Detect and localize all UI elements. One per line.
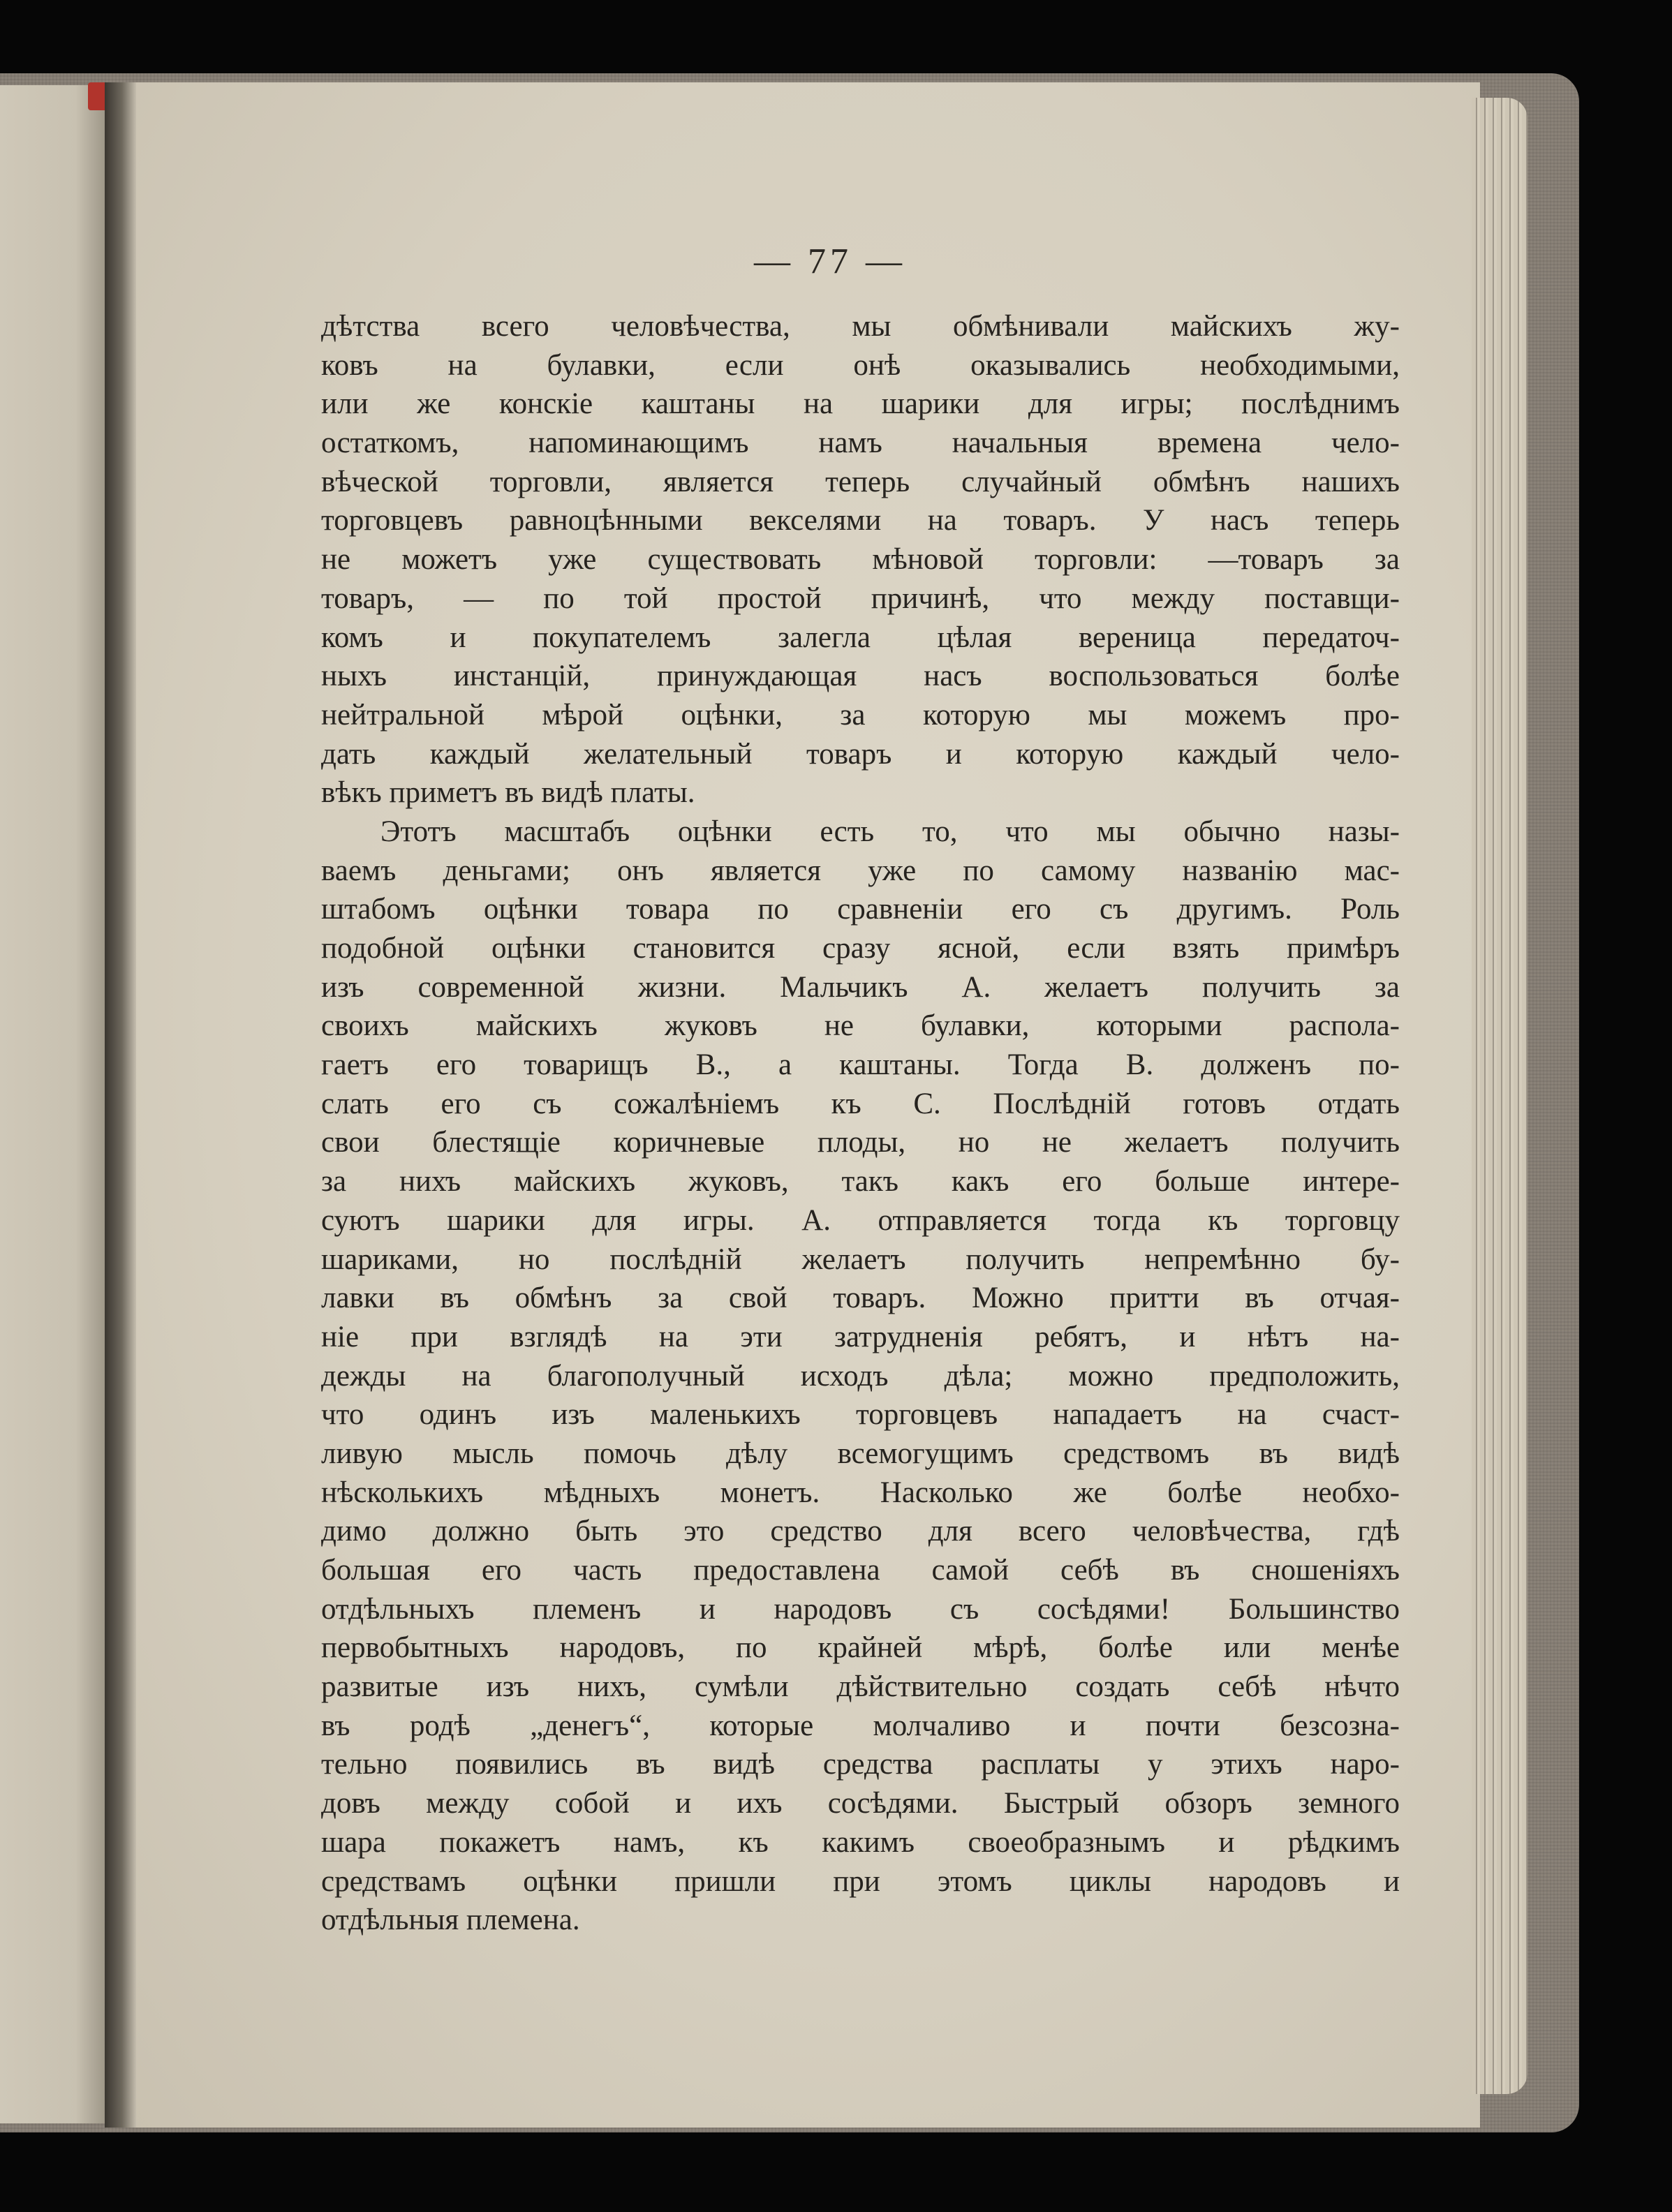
text-line: вѣкъ приметъ въ видѣ платы. — [321, 776, 695, 810]
text-line: отдѣльныя племена. — [321, 1903, 580, 1937]
text-line: остаткомъ, напоминающимъ намъ начальныя времена чело- — [321, 426, 1400, 460]
text-line: что одинъ изъ маленькихъ торговцевъ нападаетъ на счаст- — [321, 1398, 1400, 1432]
text-line: штабомъ оцѣнки товара по сравненіи его съ другимъ. Роль — [321, 893, 1400, 926]
body-text — [321, 307, 1400, 1940]
text-line: развитые изъ нихъ, сумѣли дѣйствительно создать себѣ нѣчто — [321, 1670, 1400, 1704]
text-line: лавки въ обмѣнъ за свой товаръ. Можно притти въ отчая- — [321, 1282, 1400, 1315]
text-line: свои блестящіе коричневые плоды, но не желаетъ получить — [321, 1126, 1400, 1159]
text-line: шариками, но послѣдній желаетъ получить непремѣнно бу- — [321, 1242, 1400, 1276]
text-line: своихъ майскихъ жуковъ не булавки, которыми распола- — [321, 1009, 1400, 1043]
text-line: шара покажетъ намъ, къ какимъ своеобразнымъ и рѣдкимъ — [321, 1825, 1400, 1859]
text-line: ніе при взглядѣ на эти затрудненія ребятъ, и нѣтъ на- — [321, 1320, 1400, 1353]
text-line: изъ современной жизни. Мальчикъ А. желаетъ получить за — [321, 970, 1400, 1004]
text-line: за нихъ майскихъ жуковъ, такъ какъ его больше интере- — [321, 1165, 1400, 1198]
spine-gutter — [105, 82, 136, 2128]
text-line: нѣсколькихъ мѣдныхъ монетъ. Насколько же болѣе необхо- — [321, 1476, 1400, 1509]
text-line: гаетъ его товарищъ В., а каштаны. Тогда В. долженъ по- — [321, 1048, 1400, 1082]
text-line: суютъ шарики для игры. А. отправляется тогда къ торговцу — [321, 1203, 1400, 1237]
text-line: довъ между собой и ихъ сосѣдями. Быстрый обзоръ земного — [321, 1787, 1400, 1820]
text-line: или же конскіе каштаны на шарики для игры; послѣднимъ — [321, 387, 1400, 421]
text-line: слать его съ сожалѣніемъ къ С. Послѣдній готовъ отдать — [321, 1087, 1400, 1120]
text-line: ныхъ инстанцій, принуждающая насъ воспользоваться болѣе — [321, 660, 1400, 693]
text-line: тельно появились въ видѣ средства расплаты у этихъ наро- — [321, 1748, 1400, 1781]
text-line: въ родѣ „денегъ“, которые молчаливо и почти безсозна- — [321, 1709, 1400, 1742]
text-line: Этотъ масштабъ оцѣнки есть то, что мы обычно назы- — [380, 815, 1400, 848]
text-line: подобной оцѣнки становится сразу ясной, если взять примѣръ — [321, 932, 1400, 965]
text-line: не можетъ уже существовать мѣновой торговли: —товаръ за — [321, 543, 1400, 577]
text-line: дѣтства всего человѣчества, мы обмѣнивали майскихъ жу- — [321, 310, 1400, 343]
text-line: ковъ на булавки, если онѣ оказывались необходимыми, — [321, 348, 1400, 382]
page-edges — [1472, 98, 1527, 2094]
left-page — [0, 85, 108, 2123]
text-line: ливую мысль помочь дѣлу всемогущимъ средствомъ въ видѣ — [321, 1437, 1400, 1470]
text-line: большая его часть предоставлена самой себѣ въ сношеніяхъ — [321, 1554, 1400, 1587]
text-line: отдѣльныхъ племенъ и народовъ съ сосѣдями! Большинство — [321, 1592, 1400, 1626]
text-line: дать каждый желательный товаръ и которую каждый чело- — [321, 737, 1400, 771]
text-line: торговцевъ равноцѣнными векселями на товаръ. У насъ теперь — [321, 504, 1400, 537]
text-line: ваемъ деньгами; онъ является уже по самому названію мас- — [321, 854, 1400, 887]
text-line: димо должно быть это средство для всего человѣчества, гдѣ — [321, 1515, 1400, 1548]
text-line: средствамъ оцѣнки пришли при этомъ циклы народовъ и — [321, 1864, 1400, 1898]
text-line: комъ и покупателемъ залегла цѣлая вереница передаточ- — [321, 621, 1400, 654]
text-line: нейтральной мѣрой оцѣнки, за которую мы можемъ про- — [321, 698, 1400, 732]
text-line: первобытныхъ народовъ, по крайней мѣрѣ, болѣе или менѣе — [321, 1631, 1400, 1665]
text-line: вѣческой торговли, является теперь случайный обмѣнъ нашихъ — [321, 465, 1400, 498]
text-line: товаръ, — по той простой причинѣ, что между поставщи- — [321, 581, 1400, 615]
page-number: — 77 — — [754, 242, 906, 281]
text-line: дежды на благополучный исходъ дѣла; можно предположить, — [321, 1359, 1400, 1393]
